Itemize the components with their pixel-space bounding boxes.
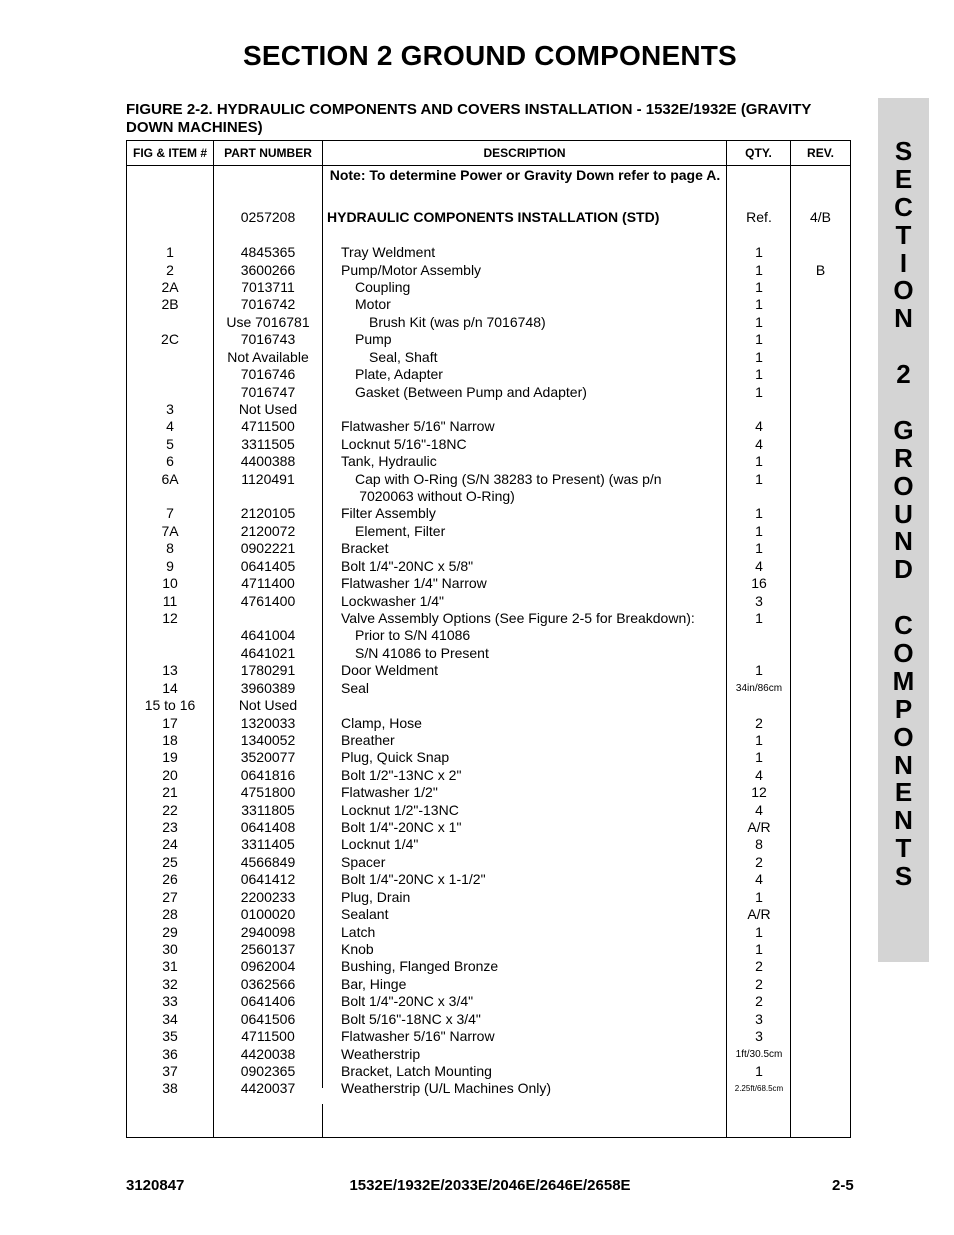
table-row <box>127 715 850 732</box>
cell-fig-item: 2 <box>166 261 174 278</box>
table-row <box>127 906 850 923</box>
cell-fig-item: 2C <box>161 331 179 348</box>
cell-fig-item: 38 <box>162 1080 178 1097</box>
side-tab-letter: D <box>894 554 913 585</box>
table-row <box>127 1063 850 1080</box>
cell-fig-item: 24 <box>162 836 178 853</box>
table-row <box>127 262 850 279</box>
table-row <box>127 749 850 766</box>
table-row <box>127 941 850 958</box>
cell-description: Motor <box>355 296 391 313</box>
cell-description: Flatwasher 1/2" <box>341 784 438 801</box>
cell-part-number: 2120072 <box>240 522 296 539</box>
cell-part-number: 3600266 <box>240 261 296 278</box>
cell-fig-item: 2A <box>161 279 179 296</box>
cell-description: Weatherstrip (U/L Machines Only) <box>341 1080 552 1097</box>
table-row <box>127 697 850 714</box>
cell-qty: 1 <box>755 505 763 522</box>
table-row <box>127 558 850 575</box>
cell-qty: 2.25ft/68.5cm <box>734 1084 784 1094</box>
cell-fig-item: 37 <box>162 1062 178 1079</box>
footer-models: 1532E/1932E/2033E/2046E/2646E/2658E <box>349 1177 631 1194</box>
table-row <box>127 767 850 784</box>
side-tab-letter: N <box>894 805 913 836</box>
cell-fig-item: 29 <box>162 923 178 940</box>
cell-fig-item: 1 <box>166 244 174 261</box>
cell-description: Flatwasher 5/16" Narrow <box>341 418 495 435</box>
cell-qty: 2 <box>755 993 763 1010</box>
cell-part-number: 1780291 <box>240 662 296 679</box>
cell-qty: 1 <box>755 331 763 348</box>
cell-qty: 1 <box>755 383 763 400</box>
cell-part-number: 7016743 <box>240 331 296 348</box>
cell-fig-item: 20 <box>162 766 178 783</box>
cell-description: Prior to S/N 41086 <box>355 627 471 644</box>
table-row <box>127 331 850 348</box>
table-row <box>127 1028 850 1045</box>
cell-part-number: 0641816 <box>240 766 296 783</box>
cell-part-number: 4400388 <box>240 453 296 470</box>
cell-description: Latch <box>341 923 376 940</box>
cell-part-number: 0641406 <box>240 993 296 1010</box>
col-divider-part-lower <box>322 1104 323 1137</box>
table-row <box>127 1046 850 1063</box>
cell-description: Weatherstrip <box>341 1045 421 1062</box>
cell-part-number: 0641408 <box>240 819 296 836</box>
side-tab-letter: U <box>894 498 913 529</box>
cell-qty: 4 <box>755 557 763 574</box>
cell-part-number: 7013711 <box>241 279 295 296</box>
cell-qty: 1 <box>755 313 763 330</box>
side-tab-letter: N <box>894 749 913 780</box>
cell-part-number: Not Used <box>238 697 298 714</box>
cell-description: Pump <box>355 331 392 348</box>
cell-qty: 1 <box>755 540 763 557</box>
cell-qty: 12 <box>751 784 767 801</box>
cell-fig-item: 7A <box>161 522 179 539</box>
cell-description: Bracket <box>341 540 389 557</box>
cell-fig-item: 31 <box>162 958 178 975</box>
cell-qty: 4 <box>755 418 763 435</box>
side-tab-letter: P <box>894 693 913 724</box>
table-row <box>127 993 850 1010</box>
cell-fig-item: 33 <box>162 993 178 1010</box>
table-row <box>127 889 850 906</box>
table-row <box>127 401 850 418</box>
cell-qty: 4 <box>755 871 763 888</box>
side-tab-letters <box>878 138 929 891</box>
cell-description: Gasket (Between Pump and Adapter) <box>355 383 587 400</box>
cell-qty: 1 <box>755 296 763 313</box>
cell-description: Bolt 1/4"-20NC x 1-1/2" <box>341 871 486 888</box>
cell-description: Clamp, Hose <box>341 714 422 731</box>
table-note: Note: To determine Power or Gravity Down refer to page A. <box>329 167 721 183</box>
cell-fig-item: 13 <box>162 662 178 679</box>
cell-qty: 1 <box>755 610 763 626</box>
header-description: DESCRIPTION <box>483 146 566 160</box>
cell-part-number: 1340052 <box>240 731 296 748</box>
cell-fig-item: 22 <box>162 801 178 818</box>
cell-part-number: 0962004 <box>240 958 296 975</box>
cell-part-number: 0902221 <box>240 540 296 557</box>
cell-part-number: 4711400 <box>241 575 295 592</box>
side-tab-letter: C <box>894 610 913 641</box>
cell-description: Locknut 1/2"-13NC <box>341 801 459 818</box>
side-tab-letter: G <box>893 414 914 445</box>
cell-part-number: Not Available <box>227 348 309 365</box>
table-row <box>127 575 850 592</box>
section-side-tab <box>878 98 929 962</box>
cell-qty: 3 <box>755 1010 763 1027</box>
cell-description: Cap with O-Ring (S/N 38283 to Present) (was p/n <box>355 470 662 487</box>
table-row <box>127 976 850 993</box>
cell-fig-item: 11 <box>162 592 178 609</box>
cell-fig-item: 23 <box>162 819 178 836</box>
cell-fig-item: 27 <box>162 888 178 905</box>
table-row <box>127 279 850 296</box>
table-row <box>127 1011 850 1028</box>
cell-description: Door Weldment <box>341 662 439 679</box>
cell-qty: Ref. <box>746 209 772 226</box>
cell-qty: 1 <box>755 470 763 487</box>
side-tab-letter: O <box>893 275 914 306</box>
cell-fig-item: 12 <box>162 610 178 626</box>
cell-description: Knob <box>341 940 374 957</box>
cell-fig-item: 35 <box>162 1028 178 1045</box>
cell-description: Tank, Hydraulic <box>341 453 437 470</box>
cell-part-number: 0257208 <box>240 209 296 226</box>
table-row <box>127 662 850 679</box>
cell-description: Bolt 1/4"-20NC x 3/4" <box>341 993 474 1010</box>
cell-fig-item: 25 <box>162 853 178 870</box>
cell-description: Pump/Motor Assembly <box>341 261 482 278</box>
cell-description: Sealant <box>341 906 389 923</box>
cell-description: Bolt 1/4"-20NC x 5/8" <box>341 557 474 574</box>
cell-part-number: 1120491 <box>241 470 295 487</box>
cell-description: Breather <box>341 731 395 748</box>
cell-qty: 1 <box>755 749 763 766</box>
table-row <box>127 958 850 975</box>
table-row <box>127 540 850 557</box>
cell-description: Coupling <box>355 279 411 296</box>
table-row <box>127 924 850 941</box>
footer-doc-number: 3120847 <box>126 1177 185 1194</box>
cell-description: Filter Assembly <box>341 505 436 522</box>
table-row <box>127 436 850 453</box>
parts-table <box>126 140 851 1138</box>
table-row <box>127 471 850 488</box>
cell-fig-item: 8 <box>166 540 174 557</box>
cell-qty: 1 <box>755 348 763 365</box>
cell-part-number: 3311505 <box>241 435 295 452</box>
side-tab-letter: E <box>894 163 913 194</box>
cell-fig-item: 26 <box>162 871 178 888</box>
cell-qty: 3 <box>755 592 763 609</box>
cell-qty: 1 <box>755 940 763 957</box>
cell-qty: A/R <box>747 819 771 836</box>
side-tab-letter: I <box>899 247 908 278</box>
table-row <box>127 854 850 871</box>
table-row <box>127 349 850 366</box>
cell-part-number: 4641004 <box>240 627 296 644</box>
table-row <box>127 314 850 331</box>
side-tab-letter: R <box>894 442 913 473</box>
cell-fig-item: 28 <box>162 906 178 923</box>
cell-fig-item: 21 <box>162 784 178 801</box>
table-row <box>127 802 850 819</box>
table-row <box>127 680 850 697</box>
table-row <box>127 384 850 401</box>
cell-qty: 1 <box>755 731 763 748</box>
cell-part-number: 4711500 <box>241 1028 295 1045</box>
table-row <box>127 505 850 522</box>
cell-qty: 2 <box>755 958 763 975</box>
cell-qty: A/R <box>747 906 771 923</box>
cell-part-number: 7016742 <box>240 296 296 313</box>
table-row <box>127 523 850 540</box>
cell-description: Tray Weldment <box>341 244 436 261</box>
cell-qty: 4 <box>755 801 763 818</box>
cell-fig-item: 32 <box>162 975 178 992</box>
side-tab-letter: C <box>894 191 913 222</box>
cell-part-number: 0902365 <box>240 1062 296 1079</box>
cell-description: Plate, Adapter <box>355 366 443 383</box>
cell-part-number: 3311405 <box>241 836 295 853</box>
cell-description: HYDRAULIC COMPONENTS INSTALLATION (STD) <box>327 209 660 226</box>
cell-fig-item: 14 <box>162 679 178 696</box>
cell-qty: 1 <box>755 662 763 679</box>
cell-rev: B <box>815 261 826 278</box>
cell-description: Plug, Drain <box>341 888 411 905</box>
cell-description: S/N 41086 to Present <box>355 644 489 661</box>
cell-qty: 4 <box>755 766 763 783</box>
cell-qty: 1 <box>755 366 763 383</box>
cell-fig-item: 34 <box>162 1010 178 1027</box>
cell-qty: 1 <box>755 1062 763 1079</box>
cell-fig-item: 6 <box>166 453 174 470</box>
cell-part-number: 3311805 <box>241 801 295 818</box>
cell-description: Bolt 1/2"-13NC x 2" <box>341 766 462 783</box>
cell-description: Bolt 1/4"-20NC x 1" <box>341 819 462 836</box>
table-row <box>127 366 850 383</box>
cell-qty: 2 <box>755 975 763 992</box>
footer-page-number: 2-5 <box>832 1177 854 1194</box>
cell-fig-item: 19 <box>162 749 178 766</box>
cell-qty: 1 <box>755 244 763 261</box>
cell-description: Seal <box>341 679 370 696</box>
cell-part-number: 4420038 <box>240 1045 296 1062</box>
cell-fig-item: 10 <box>162 575 178 592</box>
cell-part-number: 4420037 <box>240 1080 296 1097</box>
cell-part-number: 2200233 <box>240 888 296 905</box>
cell-part-number: 4751800 <box>240 784 296 801</box>
cell-description: 7020063 without O-Ring) <box>359 488 515 505</box>
cell-qty: 1 <box>755 888 763 905</box>
cell-fig-item: 15 to 16 <box>144 697 196 714</box>
cell-description: Bracket, Latch Mounting <box>341 1062 492 1079</box>
side-tab-letter: O <box>893 638 914 669</box>
cell-part-number: 4845365 <box>240 244 296 261</box>
cell-part-number: 3960389 <box>240 679 296 696</box>
cell-qty: 2 <box>755 853 763 870</box>
cell-qty: 1 <box>755 522 763 539</box>
cell-description: Lockwasher 1/4" <box>341 592 445 609</box>
cell-qty: 1ft/30.5cm <box>735 1048 783 1060</box>
header-qty: QTY. <box>745 146 772 160</box>
cell-part-number: 3520077 <box>240 749 296 766</box>
side-tab-letter: T <box>895 219 912 250</box>
cell-qty: 1 <box>755 261 763 278</box>
cell-description: Element, Filter <box>355 522 446 539</box>
cell-fig-item: 17 <box>162 714 178 731</box>
cell-description: Bolt 5/16"-18NC x 3/4" <box>341 1010 481 1027</box>
cell-part-number: 7016747 <box>240 383 296 400</box>
table-row <box>127 296 850 313</box>
table-row <box>127 209 850 226</box>
cell-description: Plug, Quick Snap <box>341 749 450 766</box>
figure-title: FIGURE 2-2. HYDRAULIC COMPONENTS AND COVERS INSTALLATION - 1532E/1932E (GRAVITY DOWN MACHINES) <box>126 101 812 136</box>
cell-fig-item: 5 <box>166 435 174 452</box>
table-row <box>127 784 850 801</box>
side-tab-letter: S <box>894 136 913 166</box>
table-row <box>127 610 850 627</box>
cell-part-number: 0641506 <box>240 1010 296 1027</box>
table-row <box>127 871 850 888</box>
side-tab-letter: T <box>895 833 912 864</box>
cell-fig-item: 9 <box>166 557 174 574</box>
cell-description: Spacer <box>341 853 386 870</box>
cell-description: Brush Kit (was p/n 7016748) <box>369 313 546 330</box>
cell-fig-item: 7 <box>166 505 174 522</box>
cell-description: Seal, Shaft <box>369 348 438 365</box>
cell-qty: 3 <box>755 1028 763 1045</box>
cell-description: Bar, Hinge <box>341 975 407 992</box>
cell-part-number: Use 7016781 <box>226 313 310 330</box>
table-row <box>127 244 850 261</box>
cell-fig-item: 2B <box>161 296 179 313</box>
cell-fig-item: 18 <box>162 731 178 748</box>
cell-fig-item: 3 <box>166 400 174 417</box>
table-row <box>127 418 850 435</box>
cell-qty: 16 <box>751 575 767 592</box>
cell-part-number: Not Used <box>238 400 298 417</box>
side-tab-letter: E <box>894 777 913 808</box>
table-row <box>127 645 850 662</box>
table-row <box>127 1080 850 1097</box>
side-tab-letter: M <box>892 665 915 696</box>
cell-part-number: 0641412 <box>240 871 296 888</box>
cell-qty: 34in/86cm <box>735 682 783 694</box>
cell-part-number: 2940098 <box>240 923 296 940</box>
cell-part-number: 0100020 <box>240 906 296 923</box>
section-title: SECTION 2 GROUND COMPONENTS <box>243 40 737 71</box>
side-tab-letter: 2 <box>896 359 911 390</box>
table-row <box>127 488 850 505</box>
cell-fig-item: 4 <box>166 418 174 435</box>
header-fig-item: FIG & ITEM # <box>132 146 207 160</box>
cell-qty: 1 <box>755 279 763 296</box>
side-tab-letter: N <box>894 303 913 334</box>
cell-part-number: 4566849 <box>240 853 296 870</box>
cell-description: Valve Assembly Options (See Figure 2-5 for Breakdown): <box>341 610 695 626</box>
header-rev: REV. <box>807 146 834 160</box>
cell-description: Bushing, Flanged Bronze <box>341 958 499 975</box>
cell-part-number: 0362566 <box>240 975 296 992</box>
cell-part-number: 0641405 <box>240 557 296 574</box>
cell-fig-item: 36 <box>162 1045 178 1062</box>
table-row <box>127 819 850 836</box>
side-tab-letter: S <box>894 861 913 892</box>
cell-qty: 4 <box>755 435 763 452</box>
table-row <box>127 627 850 644</box>
cell-description: Locknut 5/16"-18NC <box>341 435 467 452</box>
cell-qty: 2 <box>755 714 763 731</box>
cell-description: Flatwasher 5/16" Narrow <box>341 1028 495 1045</box>
cell-part-number: 7016746 <box>240 366 296 383</box>
cell-qty: 1 <box>755 453 763 470</box>
cell-qty: 8 <box>755 836 763 853</box>
cell-fig-item: 6A <box>161 470 179 487</box>
side-tab-letter: O <box>893 470 914 501</box>
cell-fig-item: 30 <box>162 940 178 957</box>
cell-qty: 1 <box>755 923 763 940</box>
cell-part-number: 2560137 <box>240 940 296 957</box>
table-row <box>127 732 850 749</box>
side-tab-letter: O <box>893 721 914 752</box>
cell-part-number: 1320033 <box>240 714 296 731</box>
table-row <box>127 453 850 470</box>
header-part-number: PART NUMBER <box>224 146 312 160</box>
cell-part-number: 4761400 <box>240 592 296 609</box>
cell-rev: 4/B <box>809 209 831 226</box>
cell-part-number: 4711500 <box>241 418 295 435</box>
table-row <box>127 836 850 853</box>
cell-part-number: 2120105 <box>240 505 296 522</box>
cell-description: Flatwasher 1/4" Narrow <box>341 575 487 592</box>
cell-description: Locknut 1/4" <box>341 836 419 853</box>
cell-part-number: 4641021 <box>240 644 296 661</box>
side-tab-letter: N <box>894 526 913 557</box>
table-row <box>127 593 850 610</box>
